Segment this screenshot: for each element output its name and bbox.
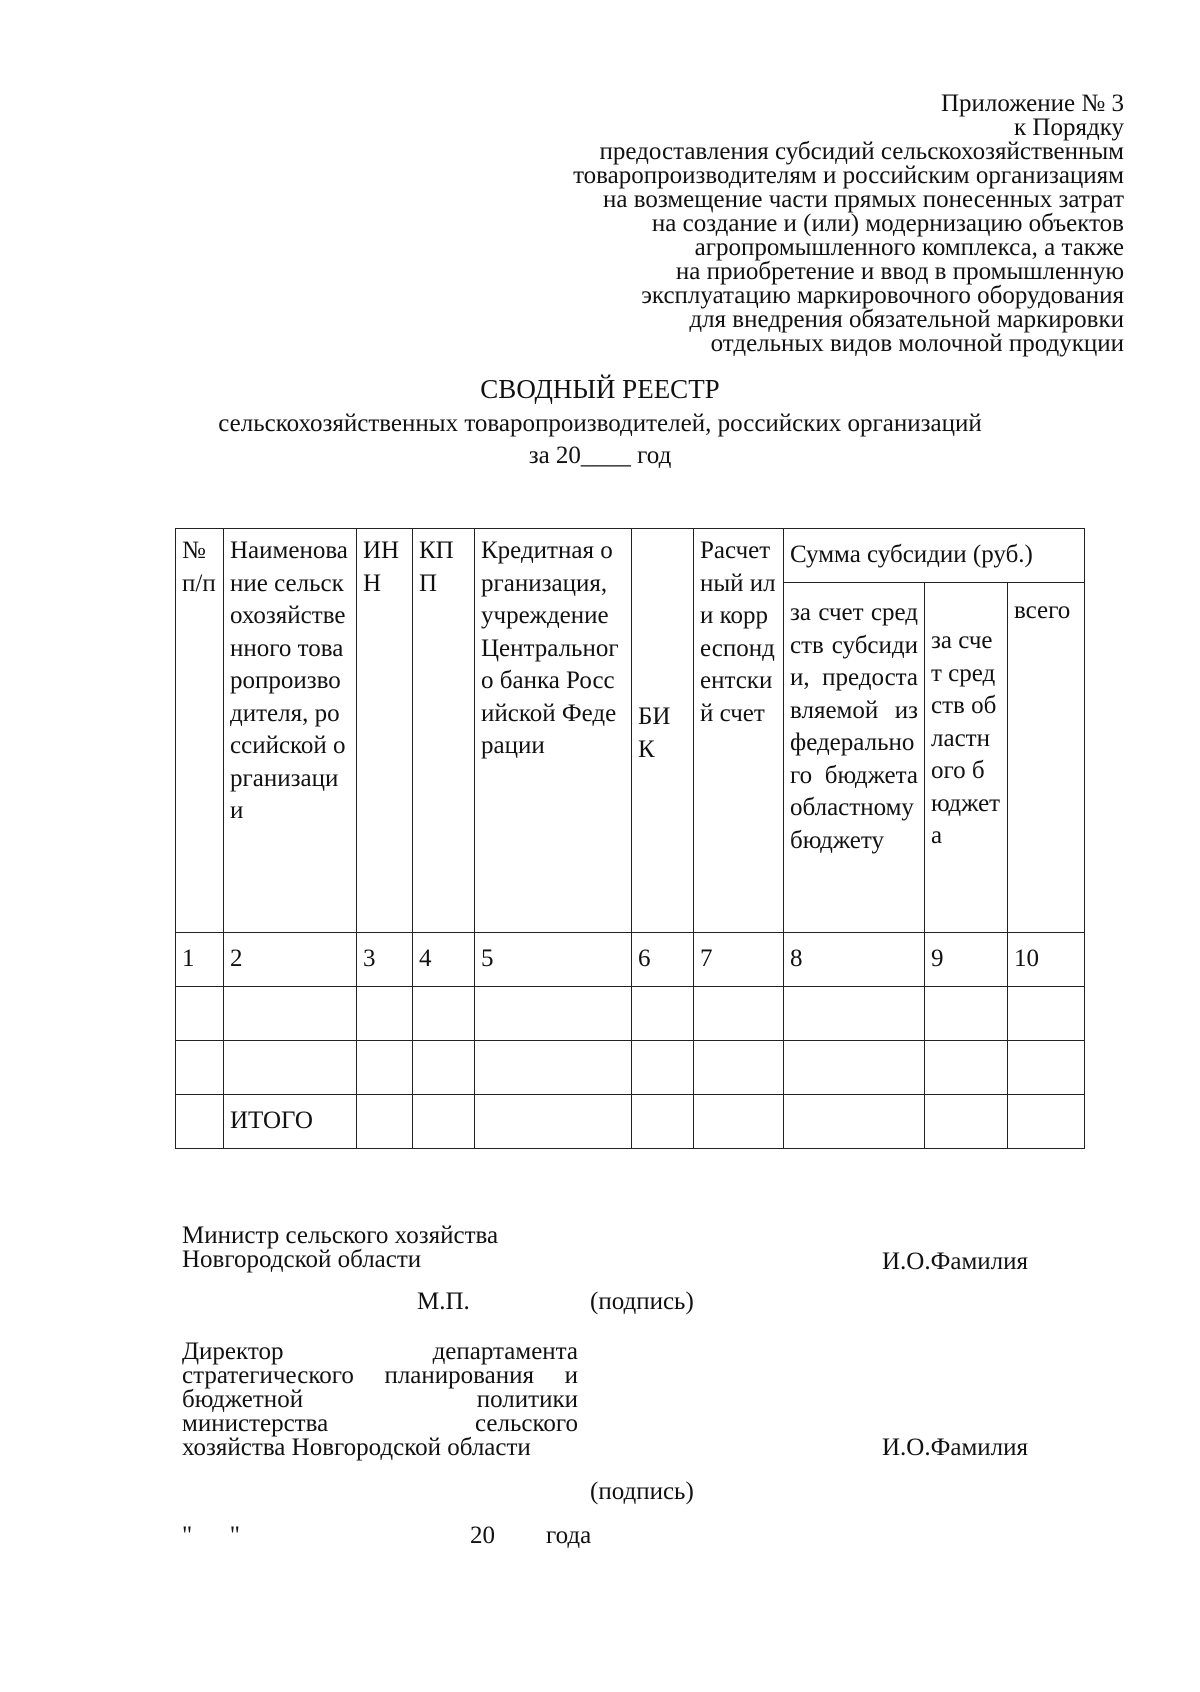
table-cell xyxy=(632,1041,694,1095)
table-cell xyxy=(632,987,694,1041)
table-cell xyxy=(475,987,632,1041)
annex-line: эксплуатацию маркировочного оборудования xyxy=(641,282,1124,309)
header-inn: ИНН xyxy=(357,529,413,933)
table-cell xyxy=(784,1095,925,1149)
header-total: всего xyxy=(1008,583,1085,933)
table-cell xyxy=(632,1095,694,1149)
table-cell xyxy=(413,1041,475,1095)
document-subtitle: сельскохозяйственных товаропроизводителей, российских организаций xyxy=(218,410,982,437)
signature-label: (подпись) xyxy=(590,1288,694,1315)
header-bik: БИК xyxy=(632,529,694,933)
registry-table xyxy=(175,528,1085,1149)
table-cell xyxy=(475,1041,632,1095)
col-number: 6 xyxy=(632,933,694,987)
table-cell xyxy=(357,987,413,1041)
director-name: И.О.Фамилия xyxy=(882,1434,1029,1461)
col-number: 8 xyxy=(784,933,925,987)
annex-header xyxy=(364,92,1124,356)
col-number: 7 xyxy=(694,933,784,987)
minister-name: И.О.Фамилия xyxy=(882,1248,1029,1275)
header-bank: Кредитная организация, учреждение Центрального банка Российской Федерации xyxy=(475,529,632,933)
date-year: 20 xyxy=(470,1522,495,1549)
col-number: 9 xyxy=(925,933,1008,987)
table-cell xyxy=(176,987,224,1041)
table-row xyxy=(176,1041,1085,1095)
annex-line: на создание и (или) модернизацию объектов xyxy=(651,210,1124,237)
header-regional: за счет средств областного бюджета xyxy=(925,583,1008,933)
table-cell xyxy=(694,1041,784,1095)
director-line: хозяйства Новгородской области xyxy=(182,1434,531,1461)
minister-title xyxy=(182,1224,498,1272)
table-cell xyxy=(925,1041,1008,1095)
header-sum-group: Сумма субсидии (руб.) xyxy=(784,529,1085,583)
director-line: министерства сельского xyxy=(182,1410,578,1437)
col-number: 1 xyxy=(176,933,224,987)
table-cell xyxy=(176,1041,224,1095)
table-cell xyxy=(925,1095,1008,1149)
director-line: Директор департамента xyxy=(182,1338,578,1365)
table-cell xyxy=(1008,1095,1085,1149)
annex-line: на приобретение и ввод в промышленную xyxy=(675,258,1124,285)
table-cell xyxy=(1008,987,1085,1041)
table-cell xyxy=(224,987,357,1041)
col-number: 5 xyxy=(475,933,632,987)
table-cell xyxy=(475,1095,632,1149)
header-kpp: КПП xyxy=(413,529,475,933)
table-row xyxy=(176,987,1085,1041)
col-number: 10 xyxy=(1008,933,1085,987)
header-name: Наименование сельскохозяйственного товаропроизводителя, российской организации xyxy=(224,529,357,933)
minister-line: Министр сельского хозяйства xyxy=(182,1222,499,1249)
director-title xyxy=(182,1340,578,1460)
col-number: 3 xyxy=(357,933,413,987)
date-quotes: " " xyxy=(182,1522,240,1549)
total-label: ИТОГО xyxy=(224,1095,357,1149)
annex-line: на возмещение части прямых понесенных затрат xyxy=(602,186,1124,213)
table-cell xyxy=(413,987,475,1041)
annex-line: агропромышленного комплекса, а также xyxy=(694,234,1124,261)
annex-line: отдельных видов молочной продукции xyxy=(710,330,1124,357)
annex-line: предоставления субсидий сельскохозяйственным xyxy=(599,138,1124,165)
annex-line: товаропроизводителям и российским организациям xyxy=(573,162,1124,189)
table-cell xyxy=(1008,1041,1085,1095)
col-number: 2 xyxy=(224,933,357,987)
table-cell xyxy=(694,1095,784,1149)
table-cell xyxy=(357,1041,413,1095)
table-cell xyxy=(413,1095,475,1149)
table-cell xyxy=(357,1095,413,1149)
year-line: за 20____ год xyxy=(528,442,672,469)
col-number: 4 xyxy=(413,933,475,987)
table-cell xyxy=(176,1095,224,1149)
date-word: года xyxy=(546,1522,592,1549)
total-row xyxy=(176,1095,1085,1149)
header-federal: за счет средств субсидии, предоставляемой из федерального бюджета областному бюджету xyxy=(784,583,925,933)
table-cell xyxy=(784,987,925,1041)
document-title: СВОДНЫЙ РЕЕСТР xyxy=(480,374,720,404)
annex-line: для внедрения обязательной маркировки xyxy=(689,306,1124,333)
director-line: стратегического планирования и xyxy=(182,1362,578,1389)
annex-line: Приложение № 3 xyxy=(940,90,1124,117)
table-cell xyxy=(224,1041,357,1095)
signature-label: (подпись) xyxy=(590,1478,694,1505)
minister-line: Новгородской области xyxy=(182,1246,422,1273)
header-num: № п/п xyxy=(176,529,224,933)
director-line: бюджетной политики xyxy=(182,1386,578,1413)
table-cell xyxy=(784,1041,925,1095)
header-account: Расчетный или корреспондентский счет xyxy=(694,529,784,933)
stamp-label: М.П. xyxy=(417,1288,470,1315)
annex-line: к Порядку xyxy=(1014,114,1124,141)
table-cell xyxy=(694,987,784,1041)
column-numbers-row xyxy=(176,933,1085,987)
table-cell xyxy=(925,987,1008,1041)
